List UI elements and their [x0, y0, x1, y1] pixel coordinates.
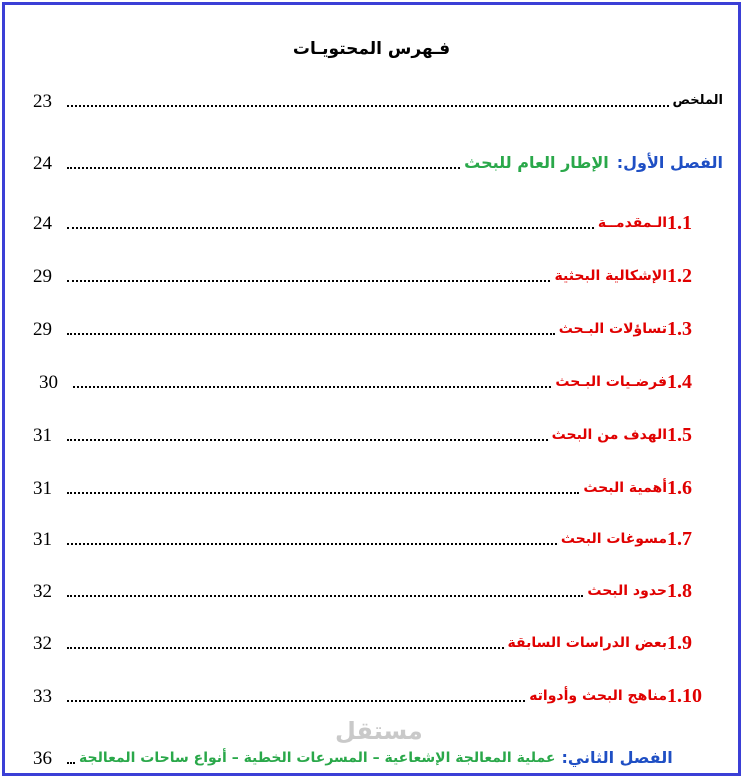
section-label: مناهج البحث وأدواته — [529, 688, 667, 704]
dot-leader — [67, 227, 594, 229]
section-number: 1.6 — [667, 477, 692, 499]
toc-chapter-2-row[interactable] — [33, 740, 723, 770]
dot-leader — [67, 492, 579, 494]
dot-leader — [67, 280, 550, 282]
section-number: 1.9 — [667, 632, 692, 654]
dot-leader — [67, 105, 669, 107]
page-title: فـهرس المحتويـات — [292, 39, 451, 59]
section-number: 1.10 — [667, 685, 702, 707]
toc-summary-row[interactable] — [33, 83, 723, 113]
section-number: 1.1 — [667, 212, 692, 234]
dot-leader — [67, 543, 557, 545]
toc-item-row[interactable] — [33, 258, 723, 288]
section-number: 1.2 — [667, 265, 692, 287]
section-label: الـمقدمــة — [597, 215, 667, 231]
section-label: حدود البحث — [587, 583, 667, 599]
page-number: 31 — [33, 478, 52, 499]
toc-item-row[interactable] — [33, 470, 723, 500]
section-label: الإشكالية البحثية — [554, 268, 667, 284]
page-number: 24 — [33, 213, 52, 234]
watermark: مستقل — [335, 717, 423, 745]
page-number: 23 — [33, 91, 52, 112]
toc-item-row[interactable] — [33, 521, 723, 551]
section-number: 1.8 — [667, 580, 692, 602]
toc-item-row[interactable] — [33, 678, 723, 708]
dot-leader — [67, 333, 555, 335]
section-number: 1.5 — [667, 424, 692, 446]
page-number: 32 — [33, 581, 52, 602]
toc-chapter-1-row[interactable] — [33, 145, 723, 175]
section-label: تساؤلات البـحث — [558, 321, 667, 337]
page-number: 29 — [33, 266, 52, 287]
page-number: 29 — [33, 319, 52, 340]
section-number: 1.4 — [667, 371, 692, 393]
section-label: بعض الدراسات السابقة — [507, 635, 667, 651]
page-number: 32 — [33, 633, 52, 654]
chapter-label: الفصل الأول: — [616, 153, 723, 172]
section-label: الهدف من البحث — [551, 427, 667, 443]
chapter-title: عملية المعالجة الإشعاعية – المسرعات الخطية – أنواع ساحات المعالجة — [79, 750, 556, 766]
dot-leader — [67, 439, 548, 441]
section-label: مسوغات البحث — [560, 531, 667, 547]
page-frame — [2, 2, 741, 776]
summary-label: الملخص — [672, 93, 723, 108]
section-label: أهمية البحث — [583, 480, 667, 496]
page-number: 31 — [33, 529, 52, 550]
toc-item-row[interactable] — [33, 573, 723, 603]
dot-leader — [67, 762, 75, 764]
toc-item-row[interactable] — [33, 205, 723, 235]
dot-leader — [67, 700, 525, 702]
page-number: 30 — [39, 372, 58, 393]
section-number: 1.3 — [667, 318, 692, 340]
dot-leader — [67, 595, 583, 597]
page-number: 31 — [33, 425, 52, 446]
dot-leader — [67, 647, 504, 649]
page-number: 24 — [33, 153, 52, 174]
dot-leader — [67, 167, 460, 169]
toc-item-row[interactable] — [33, 417, 723, 447]
section-number: 1.7 — [667, 528, 692, 550]
chapter-title: الإطار العام للبحث — [464, 153, 609, 172]
page-number: 36 — [33, 748, 52, 769]
dot-leader — [73, 386, 551, 388]
toc-item-row[interactable] — [33, 311, 723, 341]
chapter-label: الفصل الثاني: — [561, 748, 673, 767]
page-number: 33 — [33, 686, 52, 707]
toc-item-row[interactable] — [33, 364, 723, 394]
section-label: فرضـيات البـحث — [555, 374, 667, 390]
toc-item-row[interactable] — [33, 625, 723, 655]
